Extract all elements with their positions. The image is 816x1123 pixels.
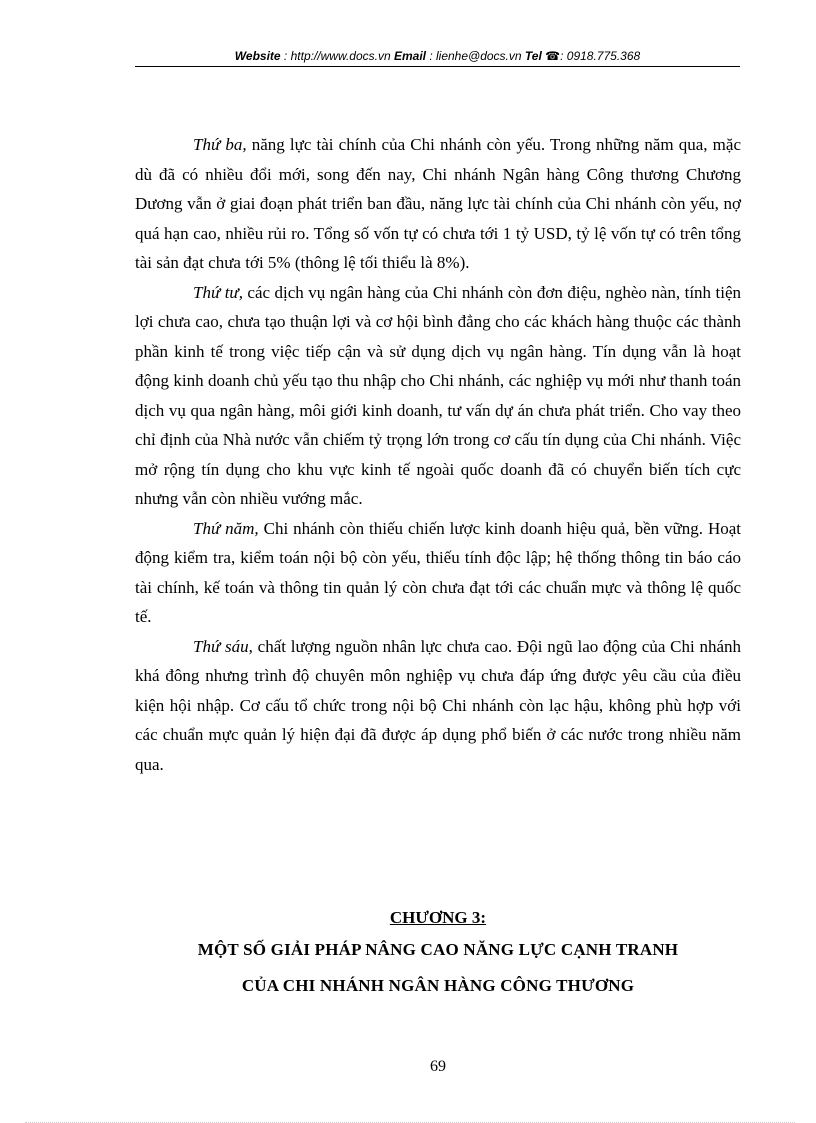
email-value: : lienhe@docs.vn: [426, 49, 525, 63]
chapter-number: CHƯƠNG 3:: [389, 908, 487, 927]
chapter-heading: [135, 904, 741, 1004]
tel-value: : 0918.775.368: [560, 49, 641, 63]
body-text: [135, 130, 741, 779]
paragraph-lead: Thứ sáu,: [193, 636, 253, 656]
paragraph-text: chất lượng nguồn nhân lực chưa cao. Đội ngũ lao động của Chi nhánh khá đông nhưng trình độ chuyên môn nghiệp vụ chưa đáp ứng được yêu cầu của điều kiện hội nhập. Cơ cấu tổ chức trong nội bộ Chi nhánh còn lạc hậu, không phù hợp với các chuẩn mực quản lý hiện đại đã được áp dụng phổ biến ở các nước trong nhiều năm qua.: [135, 636, 742, 774]
paragraph-thu-nam: [135, 514, 741, 632]
page-header: [135, 46, 740, 66]
website-value: : http://www.docs.vn: [280, 49, 394, 63]
website-label: Website: [234, 49, 281, 63]
page-number: 69: [430, 1058, 446, 1075]
paragraph-lead: Thứ năm,: [193, 518, 259, 538]
chapter-title-line-2: CỦA CHI NHÁNH NGÂN HÀNG CÔNG THƯƠNG: [241, 976, 635, 995]
paragraph-lead: Thứ ba,: [193, 135, 247, 154]
telephone-icon: ☎: [545, 49, 561, 63]
email-label: Email: [393, 49, 426, 63]
paragraph-thu-ba: [135, 130, 741, 278]
header-divider: [135, 66, 740, 67]
paragraph-text: các dịch vụ ngân hàng của Chi nhánh còn đơn điệu, nghèo nàn, tính tiện lợi chưa cao, chưa tạo thuận lợi và cơ hội bình đẳng cho các khách hàng thuộc các thành phần kinh tế trong việc tiếp cận và sử dụng dịch vụ ngân hàng. Tín dụng vẫn là hoạt động kinh doanh chủ yếu tạo thu nhập cho Chi nhánh, các nghiệp vụ mới như thanh toán dịch vụ qua ngân hàng, môi giới kinh doanh, tư vấn dự án chưa phát triển. Cho vay theo chỉ định của Nhà nước vẫn chiếm tỷ trọng lớn trong cơ cấu tín dụng của Chi nhánh. Việc mở rộng tín dụng cho khu vực kinh tế ngoài quốc doanh đã có chuyển biến tích cực nhưng vẫn còn nhiều vướng mắc.: [135, 282, 741, 508]
paragraph-text: Chi nhánh còn thiếu chiến lược kinh doanh hiệu quả, bền vững. Hoạt động kiểm tra, kiểm toán nội bộ còn yếu, thiếu tính độc lập; hệ thống thông tin báo cáo tài chính, kế toán và thông tin quản lý còn chưa đạt tới các chuẩn mực và thông lệ quốc tế.: [135, 518, 741, 626]
tel-label: Tel: [524, 49, 542, 63]
paragraph-lead: Thứ tư,: [193, 282, 243, 302]
paragraph-thu-sau: [135, 632, 741, 780]
chapter-title-line-1: MỘT SỐ GIẢI PHÁP NÂNG CAO NĂNG LỰC CẠNH TRANH: [197, 940, 679, 959]
paragraph-text: năng lực tài chính của Chi nhánh còn yếu. Trong những năm qua, mặc dù đã có nhiều đổi mới, song đến nay, Chi nhánh Ngân hàng Công thương Chương Dương vẫn ở giai đoạn phát triển ban đầu, năng lực tài chính của Chi nhánh còn yếu, nợ quá hạn cao, nhiều rủi ro. Tổng số vốn tự có chưa tới 1 tỷ USD, tỷ lệ vốn tự có trên tổng tài sản đạt chưa tới 5% (thông lệ tối thiểu là 8%).: [135, 135, 741, 272]
paragraph-thu-tu: [135, 278, 741, 514]
